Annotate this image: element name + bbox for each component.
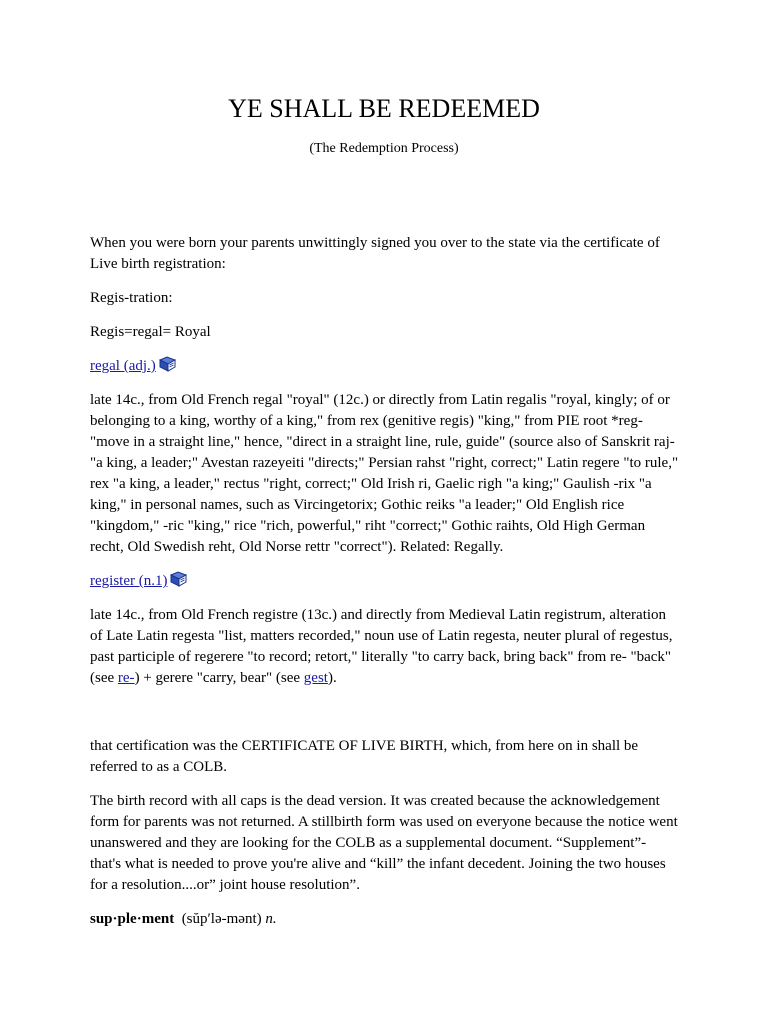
birth-record-paragraph: The birth record with all caps is the dead version. It was created because the acknowledgement form for parents was not returned. A stillbirth form was used on everyone because the notice went unanswered and they are looking for the COLB as a supplemental document. “Supplement”- that's what is needed to prove you're alive and “kill” the infant decedent. Joining the two houses for a resolution....or” joint house resolution”. (90, 793, 678, 893)
re-link[interactable]: re- (117, 670, 135, 686)
regis-tration-line: Regis-tration: (90, 290, 173, 306)
register-definition-part2: ) + gerere "carry, bear" (see (134, 670, 304, 686)
document-body (90, 233, 680, 943)
register-definition (90, 605, 680, 689)
spacer (90, 702, 680, 736)
book-icon[interactable] (170, 571, 187, 587)
register-entry-heading (90, 571, 680, 592)
regal-entry-heading (90, 356, 680, 377)
regal-link[interactable]: regal (adj.) (90, 358, 156, 374)
document-subtitle: (The Redemption Process) (309, 141, 459, 156)
regal-definition: late 14c., from Old French regal "royal" (12c.) or directly from Latin regalis "royal, kingly; of or belonging to a king, worthy of a king," from rex (genitive regis) "king," from PIE root *reg- "move in a straight line," hence, "direct in a straight line, rule, guide" (source also of Sanskrit raj- "a king, a leader;" Avestan razeyeiti "directs;" Persian rahst "right, correct;" Latin regere "to rule," rex "a king, a leader," rectus "right, correct;" Old Irish ri, Gaelic righ "a king;" Gaulish -rix "a king," in personal names, such as Vircingetorix; Gothic reiks "a leader;" Old English rice "kingdom," -ric "king," rice "rich, powerful," riht "correct;" Gothic raihts, Old High German recht, Old Swedish reht, Old Norse rettr "correct"). Related: Regally. (90, 392, 679, 555)
supplement-part-of-speech: n. (265, 911, 277, 927)
register-link[interactable]: register (n.1) (90, 573, 168, 589)
supplement-pronunciation: (sŭp′lə-mənt) (181, 911, 262, 927)
gest-link[interactable]: gest (303, 670, 328, 686)
register-definition-part3: ). (327, 670, 337, 686)
colb-paragraph: that certification was the CERTIFICATE OF LIVE BIRTH, which, from here on in shall be referred to as a COLB. (90, 738, 639, 775)
document-title: YE SHALL BE REDEEMED (228, 94, 540, 123)
register-definition-part1: late 14c., from Old French registre (13c.) and directly from Medieval Latin registrum, alteration of Late Latin regesta "list, matters recorded," noun use of Latin regesta, neuter plural of regestus, past participle of regerere "to record; retort," literally "to carry back, bring back" from re- "back" (see (90, 607, 673, 686)
book-icon[interactable] (159, 356, 176, 372)
regis-equals-line: Regis=regal= Royal (90, 324, 211, 340)
supplement-headword: sup·ple·ment (90, 911, 175, 927)
supplement-entry (90, 909, 680, 930)
intro-paragraph: When you were born your parents unwittingly signed you over to the state via the certificate of Live birth registration: (90, 235, 660, 272)
